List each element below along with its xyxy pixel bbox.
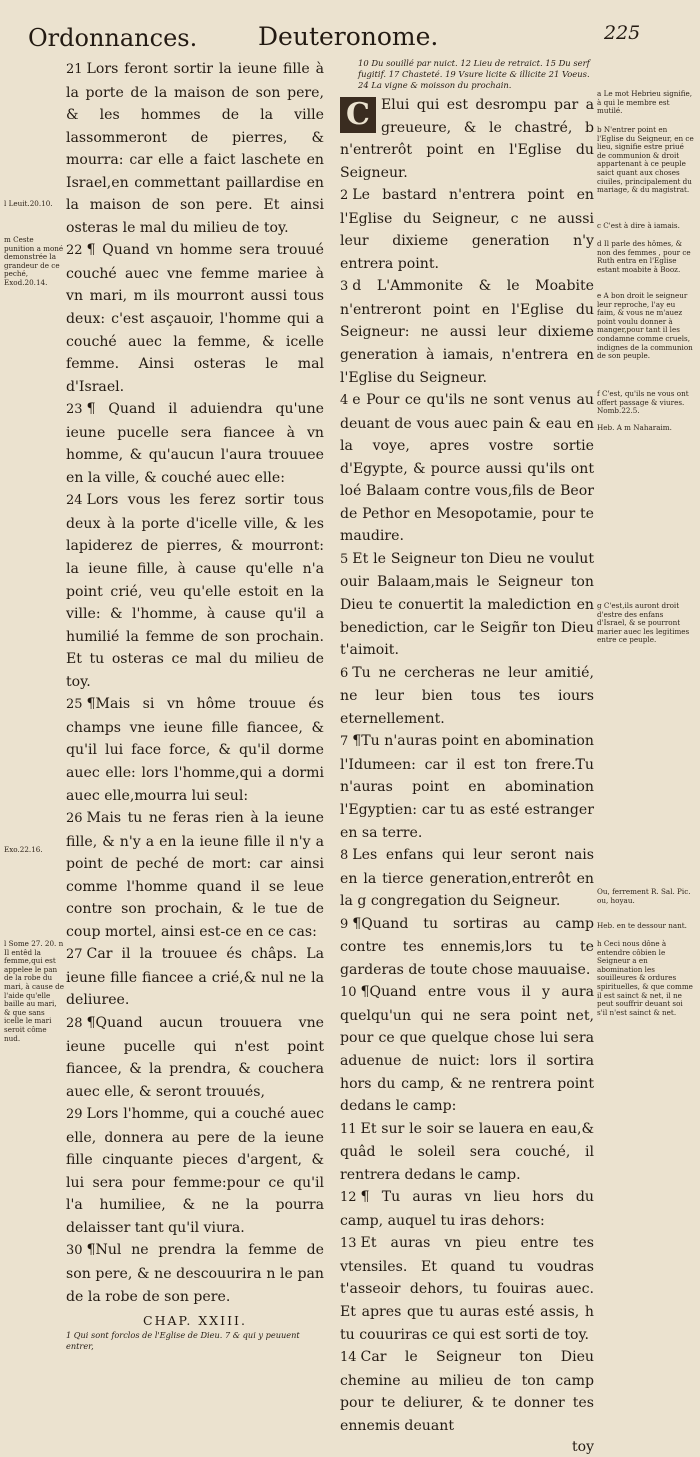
verse <box>340 1232 594 1346</box>
verse-text: ¶ Quand il aduiendra qu'une ieune pucelle sera fiancee à vn homme, & qu'aucun l'aura trouuee en la ville, & couché auec elle: <box>66 401 324 486</box>
verse <box>66 693 324 807</box>
verse-number: 23 <box>66 402 83 418</box>
verse-text: Car le Seigneur ton Dieu chemine au milieu de ton camp pour te deliurer, & te donner tes ennemis deuant <box>340 1349 594 1434</box>
verse-text: ¶ Quand vn homme sera trouué couché auec vne femme mariee à vn mari, m ils mourront aussi tous deux: c'est asçauoir, l'homme qui a couché auec la femme, & icelle femme. Ainsi osteras le mal d'Israel. <box>66 242 324 395</box>
chapter-heading: CHAP. XXIII. <box>143 1313 247 1329</box>
verse-text: Lors feront sortir la ieune fille à la porte de la maison de son pere, & les hommes de la ville lassommeront de pierres, & mourra: car elle a faict laschete en Israel,en commettant paillardise en la maison de son pere. Et ainsi osteras le mal du milieu de toy. <box>66 61 324 236</box>
margin-note: e A bon droit le seigneur leur reproche, l'ay eu faim, & vous ne m'auez point voulu donner à manger,pour tant il les condamne comme cruels, indignes de la communion de son peuple. <box>597 291 693 361</box>
verse-text: Le bastard n'entrera point en l'Eglise du Seigneur, c ne aussi leur dixieme generation n'y entrera point. <box>340 187 594 272</box>
page-number: 225 <box>604 22 641 44</box>
chapter-summary: 1 Qui sont forclos de l'Eglise de Dieu. 7 & qui y peuuent entrer, <box>66 1330 300 1352</box>
verse-number: 9 <box>340 916 349 932</box>
verse-number: 12 <box>340 1190 357 1206</box>
verse <box>340 94 594 184</box>
verse <box>340 730 594 844</box>
verse <box>340 662 594 731</box>
verse <box>340 1346 594 1437</box>
verse-number: 25 <box>66 697 83 713</box>
verse-number: 6 <box>340 665 349 681</box>
verse <box>66 807 324 943</box>
verse-text: e Pour ce qu'ils ne sont venus au deuant de vous auec pain & eau en la voye, apres vostre sortie d'Egypte, & pource aussi qu'ils ont loé Balaam contre vous,fils de Beor de Pethor en Mesopotamie, pour te maudire. <box>340 392 594 545</box>
verse-text: ¶ Tu auras vn lieu hors du camp, auquel tu iras dehors: <box>340 1189 594 1229</box>
verse-number: 29 <box>66 1107 83 1123</box>
verse-text: Les enfans qui leur seront nais en la tierce generation,entrerôt en la g congregation du Seigneur. <box>340 847 594 910</box>
verse-number: 22 <box>66 243 83 259</box>
verse <box>66 1239 324 1308</box>
verse-number: 5 <box>340 551 349 567</box>
margin-note: a Le mot Hebrieu signifie, à qui le membre est mutilé. <box>597 89 693 116</box>
verse <box>340 1186 594 1232</box>
left-column <box>66 58 324 1352</box>
verse-text: ¶Nul ne prendra la femme de son pere, & ne descouurira n le pan de la robe de son pere. <box>66 1242 324 1305</box>
verse <box>66 1103 324 1239</box>
verse-number: 28 <box>66 1015 83 1031</box>
verse <box>66 239 324 398</box>
verse <box>66 1012 324 1103</box>
verse-number: 26 <box>66 811 83 827</box>
verse-text: Lors vous les ferez sortir tous deux à la porte d'icelle ville, & les lapiderez de pierres, & mourront: la ieune fille, à cause qu'elle n'a point crié, veu qu'elle estoit en la ville: & l'homme, à cause qu'il a humilié la femme de son prochain. Et tu osteras ce mal du milieu de toy. <box>66 492 324 690</box>
margin-note: g C'est,ils auront droit d'estre des enfans d'Israel, & se pourront marier auec les legitimes entre ce peuple. <box>597 601 690 645</box>
verse-number: 8 <box>340 848 349 864</box>
verse-text: Elui qui est desrompu par a greueure, & le chastré, b n'entrerôt point en l'Eglise du Seigneur. <box>340 97 594 181</box>
verse-text: ¶Mais si vn hôme trouue és champs vne ieune fille fiancee, & qu'il lui face force, & qu'il dorme auec elle: lors l'homme,qui a dormi auec elle,mourra lui seul: <box>66 696 324 804</box>
margin-note: Exo.22.16. <box>4 845 43 854</box>
verse-number: 10 <box>340 985 357 1001</box>
verse-text: ¶Quand entre vous il y aura quelqu'un qui ne sera point net, pour ce que quelque chose lui sera aduenue de nuict: lors il sortira hors du camp, & ne rentrera point dedans le camp: <box>340 984 594 1115</box>
margin-note: Heb. A m Naharaim. <box>597 423 672 432</box>
chapter-summary-continued: 10 Du souillé par nuict. 12 Lieu de retraict. 15 Du serf fugitif. 17 Chasteté. 19 Vsure licite & illicite 21 Voeus. 24 La vigne & moisson du prochain. <box>358 58 590 90</box>
margin-note: h Ceci nous dône à entendre côbien le Seigneur a en abomination les souilleures & ordures spirituelles, & que comme il est sainct & net, il ne peut souffrir deuant soi s'il n'est sainct & net. <box>597 939 693 1017</box>
verse-number: 11 <box>340 1121 357 1137</box>
verse-text: Et le Seigneur ton Dieu ne voulut ouir Balaam,mais le Seigneur ton Dieu te conuertit la malediction en benediction, car le Seigñr ton Dieu t'aimoit. <box>340 550 594 659</box>
verse-text: Et auras vn pieu entre tes vtensiles. Et quand tu voudras t'asseoir dehors, tu fouiras auec. Et apres que tu auras esté assis, h tu couuriras ce qui est sorti de toy. <box>340 1235 594 1343</box>
verse <box>66 943 324 1012</box>
verse <box>340 1118 594 1187</box>
verse <box>340 184 594 275</box>
verse-text: Tu ne cercheras ne leur amitié, ne leur bien tous tes iours eternellement. <box>340 664 594 727</box>
margin-note: b N'entrer point en l'Eglise du Seigneur, en ce lieu, signifie estre priué de communion & droit appartenant à ce peuple saict quant aux choses ciuiles, principalement du mariage, & du magistrat. <box>597 125 694 195</box>
verse-number: 27 <box>66 947 83 963</box>
verse-number: 7 <box>340 734 349 750</box>
margin-note: l Leuit.20.10. <box>4 199 53 208</box>
running-header <box>0 18 700 58</box>
margin-note: l Some 27. 20. n Il entêd la femme,qui est appelee le pan de la robe du mari, à cause de l'aide qu'elle baille au mari, & que sans icelle le mari seroit côme nud. <box>4 939 64 1043</box>
verse <box>340 389 594 548</box>
margin-note: c C'est à dire à iamais. <box>597 221 680 230</box>
verse <box>66 398 324 489</box>
drop-cap: C <box>340 97 376 133</box>
verse-number: 21 <box>66 62 83 77</box>
running-head-left: Ordonnances. <box>28 24 198 52</box>
verse <box>66 58 324 239</box>
verse-number: 13 <box>340 1236 357 1252</box>
verse-text: d L'Ammonite & le Moabite n'entreront point en l'Eglise du Seigneur: ne aussi leur dixieme generation à iamais, n'entrera en l'Eglise du Seigneur. <box>340 278 594 386</box>
margin-note: Heb. en te dessour nant. <box>597 921 687 930</box>
verse-text: Mais tu ne feras rien à la ieune fille, & n'y a en la ieune fille il n'y a point de peché de mort: car ainsi comme l'homme quand il se leue contre son prochain, & le tue de coup mortel, ainsi est-ce en ce cas: <box>66 810 324 940</box>
verse <box>340 981 594 1117</box>
verse-number: 4 <box>340 393 349 409</box>
verse-text: Lors l'homme, qui a couché auec elle, donnera au pere de la ieune fille cinquante pieces d'argent, & lui sera pour femme:pour ce qu'il l'a humiliee, & ne la pourra delaisser tant qu'il viura. <box>66 1106 324 1236</box>
running-head-book: Deuteronome. <box>258 22 439 51</box>
verse <box>340 548 594 662</box>
verse <box>340 275 594 389</box>
verse-text: Et sur le soir se lauera en eau,& quâd le soleil sera couché, il rentrera dedans le camp. <box>340 1120 594 1183</box>
verse-text: Car il la trouuee és châps. La ieune fille fiancee a crié,& nul ne la deliuree. <box>66 946 324 1009</box>
margin-note: f C'est, qu'ils ne vous ont offert passage & viures. Nomb.22.5. <box>597 389 689 416</box>
verse <box>340 913 594 982</box>
verse-number: 24 <box>66 493 83 509</box>
margin-note: m Ceste punition a moné demonstrée la grandeur de ce peché, Exod.20.14. <box>4 235 64 287</box>
verse-number: 14 <box>340 1350 357 1366</box>
verse-number: 3 <box>340 279 349 295</box>
verse <box>66 489 324 693</box>
margin-note: Ou, ferrement R. Sal. Pic. ou, hoyau. <box>597 887 691 905</box>
verse-number: 2 <box>340 188 349 204</box>
catchword: toy <box>572 1439 594 1456</box>
verse-text: ¶Quand aucun trouuera vne ieune pucelle qui n'est point fiancee, & la prendra, & couchera auec elle, & seront trouués, <box>66 1014 324 1100</box>
verse-number: 30 <box>66 1243 83 1259</box>
right-column <box>340 58 594 1457</box>
margin-note: d Il parle des hômes, & non des femmes , pour ce Ruth entra en l'Eglise estant moabite à Booz. <box>597 239 691 274</box>
verse-text: ¶Quand tu sortiras au camp contre tes ennemis,lors tu te garderas de toute chose mauuaise. <box>340 915 594 978</box>
verse-text: ¶Tu n'auras point en abomination l'Idumeen: car il est ton frere.Tu n'auras point en abomination l'Egyptien: car tu as esté estranger en sa terre. <box>340 733 594 841</box>
verse <box>340 844 594 913</box>
